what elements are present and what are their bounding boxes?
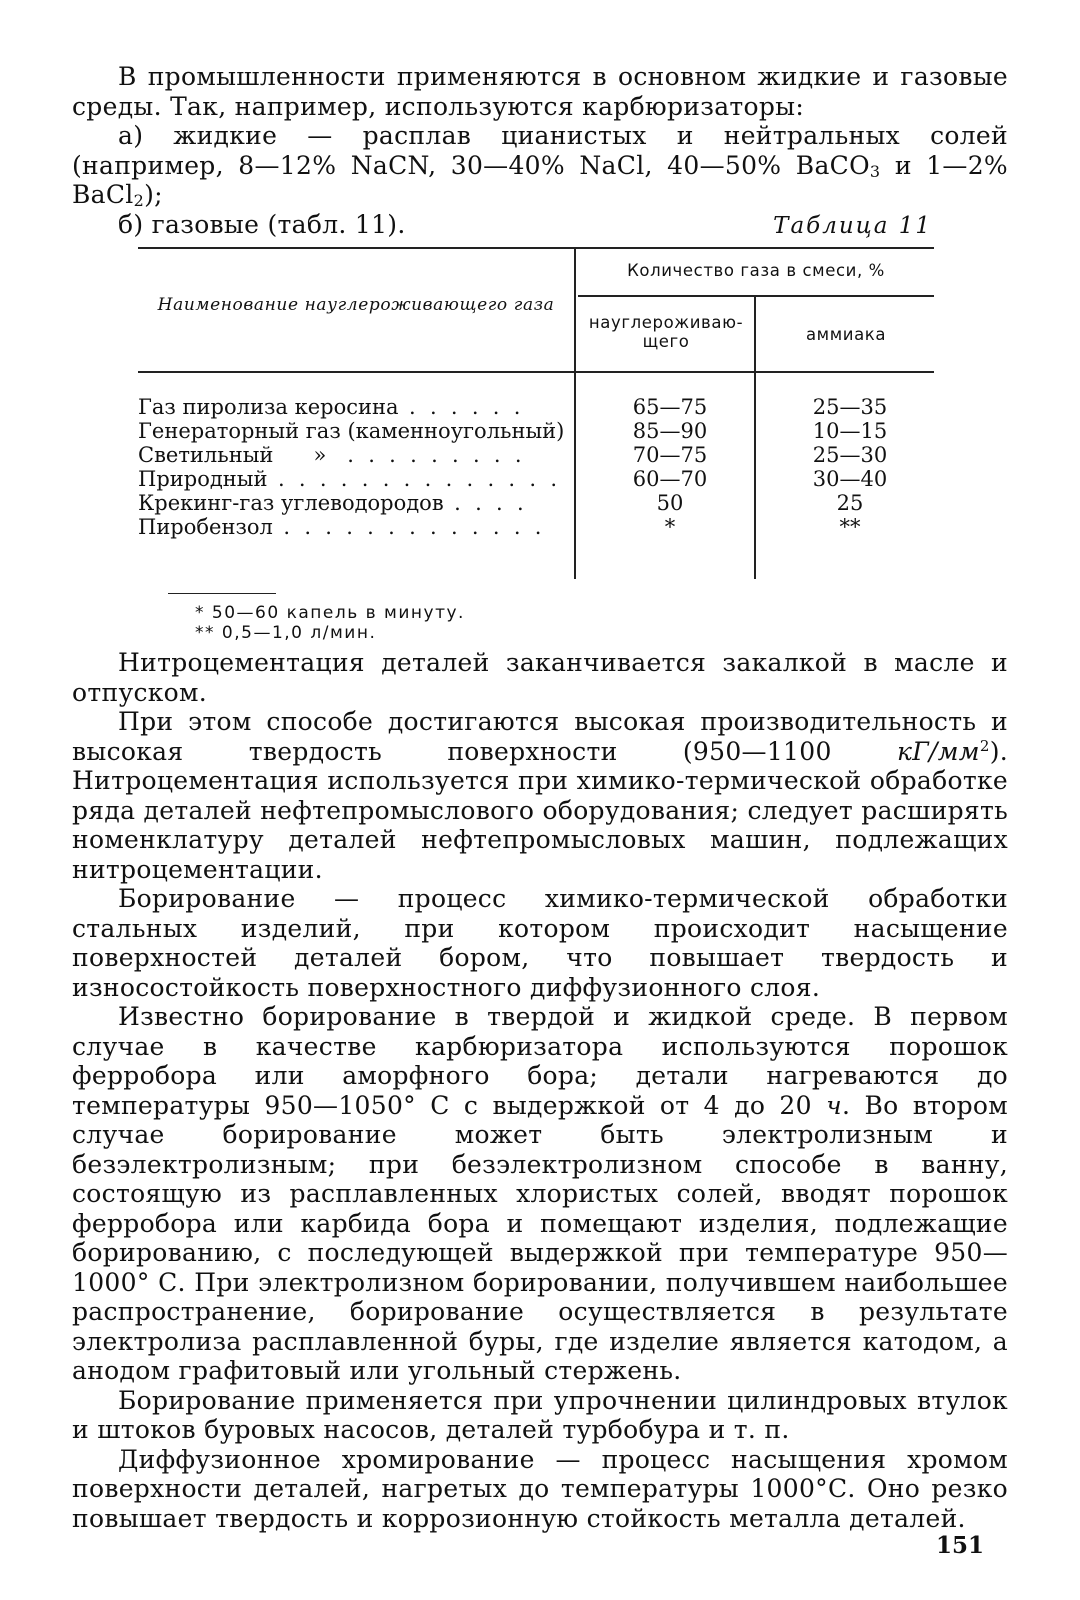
table-caption: Таблица 11 — [773, 213, 932, 239]
header-ammonia: аммиака — [805, 325, 887, 344]
row-name — [138, 491, 568, 515]
p4-unit: ч — [826, 1090, 842, 1120]
row-name — [138, 395, 568, 419]
p4-text-b: . Во втором случае борирование может быть электролизным и безэлектролизным; при безэлектролизном способе в ванну, состоящую из расплавленных хлористых солей, вводят порошок ферробора или карбида бора и помещают изделия, подлежащие борированию, с последующей выдержкой при температуре 950—1000° С. При электролизном борировании, получившем наибольшее распространение, борирование осуществляется в результате электролиза расплавленной буры, где изделие является катодом, а анодом графитовый или угольный стержень. — [72, 1090, 1008, 1385]
paragraph-boriding-definition: Борирование — процесс химико-термической обработки стальных изделий, при котором происходит насыщение поверхностей деталей бором, что повышает твердость и износостойкость поверхностного диффузионного слоя. — [72, 884, 1008, 1002]
row-leader-dots: . . . . . . . . . . . . . . — [267, 467, 561, 491]
paragraph-nitrocementation-use — [72, 707, 1008, 884]
intro-paragraph-3: б) газовые (табл. 11). — [118, 209, 406, 239]
intro-paragraph-2 — [72, 121, 1008, 210]
row-carburizing-value: 65—75 — [632, 395, 708, 419]
table-row — [138, 491, 934, 515]
row-ammonia-value: 30—40 — [812, 467, 888, 491]
intro-p2-text: а) жидкие — расплав цианистых и нейтральных солей (например, 8—12% NaCN, 30—40% NaCl, 40—50% BaCO — [72, 121, 1008, 180]
row-name-text: Крекинг-газ углеводородов — [138, 491, 444, 515]
row-name — [138, 443, 568, 467]
paragraph-nitrocementation-end: Нитроцементация деталей заканчивается закалкой в масле и отпуском. — [72, 648, 1008, 707]
table-group-rule — [578, 295, 934, 297]
page-number: 151 — [935, 1532, 984, 1559]
intro-p2-sub2: 2 — [133, 191, 145, 210]
footnote-rule — [168, 593, 276, 594]
p2-text-b: ). Нитроцементация используется при химико-термической обработке ряда деталей нефтепромыслового оборудования; следует расширять номенклатуру деталей нефтепромысловых машин, подлежащих нитроцементации. — [72, 736, 1008, 884]
gas-table — [138, 247, 934, 579]
paragraph-boriding-application: Борирование применяется при упрочнении цилиндровых втулок и штоков буровых насосов, деталей турбобура и т. п. — [72, 1385, 1008, 1444]
row-name — [138, 515, 568, 539]
p2-unit: кГ/мм — [896, 736, 980, 766]
row-ammonia-value: 25—35 — [812, 395, 888, 419]
row-carburizing-value: 70—75 — [632, 443, 708, 467]
row-ammonia-value: 10—15 — [812, 419, 888, 443]
table-row — [138, 515, 934, 539]
row-ammonia-value: ** — [839, 515, 861, 539]
table-header-rule — [138, 371, 934, 373]
row-leader-dots: . . . . . . . . . — [326, 443, 526, 467]
paragraph-chromizing: Диффузионное хромирование — процесс насыщения хромом поверхности деталей, нагретых до температуры 1000°С. Оно резко повышает твердость и коррозионную стойкость металла деталей. — [72, 1444, 1008, 1533]
row-ammonia-value: 25—30 — [812, 443, 888, 467]
intro-p2-sub1: 3 — [869, 161, 881, 181]
row-name — [138, 419, 568, 443]
table-row — [138, 443, 934, 467]
row-carburizing-value: 85—90 — [632, 419, 708, 443]
p4-text-a: Известно борирование в твердой и жидкой среде. В первом случае в качестве карбюризатора используются порошок ферробора или аморфного бора; детали нагреваются до температуры 950—1050° С с выдержкой от 4 до 20 — [72, 1002, 1008, 1120]
row-carburizing-value: 50 — [656, 491, 684, 515]
intro-paragraph-1: В промышленности применяются в основном жидкие и газовые среды. Так, например, используются карбюризаторы: — [72, 62, 1008, 121]
paragraph-boriding-methods — [72, 1002, 1008, 1386]
row-leader-dots: . . . . . . — [398, 395, 525, 419]
footnote-2: ** 0,5—1,0 л/мин. — [195, 623, 377, 643]
row-leader-dots: . . . . . . . . . . . . . — [272, 515, 546, 539]
table-row — [138, 395, 934, 419]
intro-p2-end: ); — [144, 180, 163, 209]
header-amount-group: Количество газа в смеси, % — [627, 261, 885, 280]
p2-sup: 2 — [979, 736, 990, 755]
row-name-text: Пиробензол — [138, 515, 273, 539]
footnote-1: * 50—60 капель в минуту. — [195, 603, 465, 623]
row-name-text: Газ пиролиза керосина — [138, 395, 399, 419]
intro-p2-mid: и 1—2% BaCl — [72, 150, 1008, 209]
table-top-rule — [138, 247, 934, 249]
row-carburizing-value: 60—70 — [632, 467, 708, 491]
row-name-text: Светильный » — [138, 443, 327, 467]
header-gas-name — [138, 295, 574, 315]
body-section — [72, 648, 1008, 1533]
header-gas-name-text: Наименование науглероживающего газа — [157, 295, 555, 315]
row-name-text: Генераторный газ (каменноугольный) — [138, 419, 565, 443]
table-row — [138, 419, 934, 443]
p2-text-a: При этом способе достигаются высокая производительность и высокая твердость поверхности (950—1100 — [72, 707, 1008, 766]
header-carburizing: науглероживаю-щего — [588, 313, 744, 351]
row-carburizing-value: * — [664, 515, 676, 539]
row-leader-dots: . . . . — [443, 491, 528, 515]
row-name — [138, 467, 568, 491]
row-name-text: Природный — [138, 467, 268, 491]
row-ammonia-value: 25 — [836, 491, 864, 515]
table-row — [138, 467, 934, 491]
